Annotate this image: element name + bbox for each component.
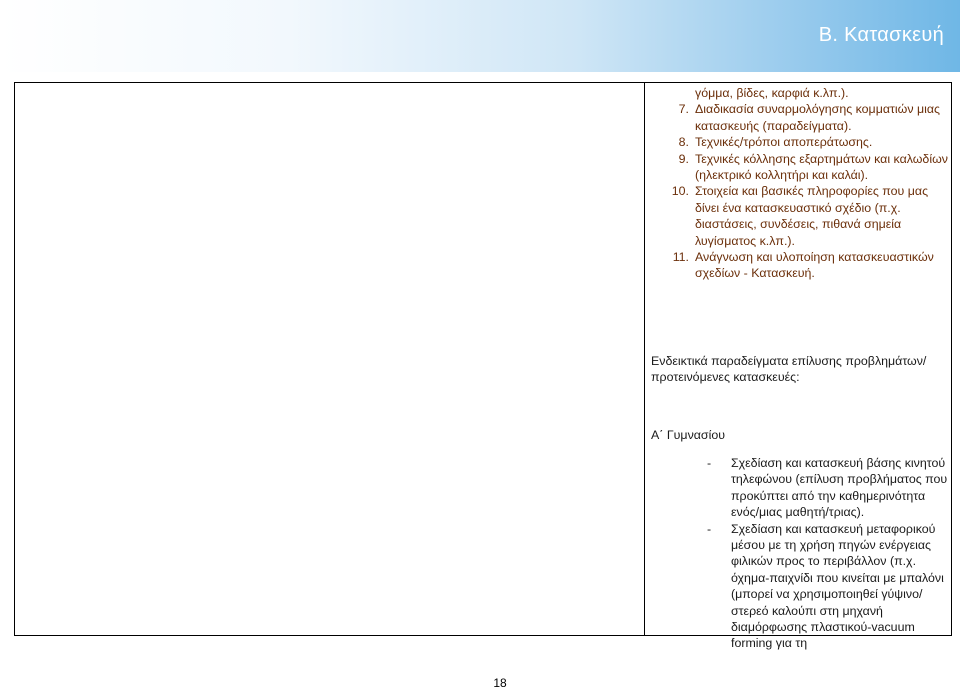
list-item-text: Στοιχεία και βασικές πληροφορίες που μας δίνει ένα κατασκευαστικό σχέδιο (π.χ. διαστάσεις, συνδέσεις, πιθανά σημεία λυγίσματος κ.λπ.). [695, 184, 929, 248]
page-number: 18 [493, 676, 507, 690]
numbered-list [651, 101, 951, 281]
list-item [651, 183, 951, 249]
example-text: Σχεδίαση και κατασκευή μεταφορικού μέσου με τη χρήση πηγών ενέργειας φιλικών προς το περιβάλλον (π.χ. όχημα-παιχνίδι που κινείται με μπαλόνι (μπορεί να χρησιμοποιηθεί γύψινο/στερεό καλούπι στη μηχανή διαμόρφωσης πλαστικού-vacuum forming για τη [731, 521, 944, 651]
list-item-number: 9. [678, 151, 689, 166]
section-title: Β. Κατασκευή [818, 24, 944, 46]
example-bullet: - [707, 456, 712, 470]
list-item-text: Τεχνικές κόλλησης εξαρτημάτων και καλωδίων (ηλεκτρικό κολλητήρι και καλάι). [695, 151, 948, 183]
content-right-column [651, 83, 951, 651]
list-item-number: 8. [678, 135, 689, 150]
list-item-number: 7. [678, 102, 689, 117]
example-bullet: - [707, 521, 712, 536]
column-divider [644, 83, 645, 635]
list-item [651, 249, 951, 282]
list-item-number: 10. [671, 184, 689, 199]
list-continuation-text: γόμμα, βίδες, καρφιά κ.λπ.). [695, 86, 849, 100]
content-table [14, 82, 952, 651]
list-item-number: 11. [672, 250, 689, 265]
example-item [651, 455, 951, 521]
grade-heading: Α΄ Γυμνασίου [651, 428, 725, 442]
example-item [651, 521, 951, 652]
header-banner [0, 0, 960, 72]
examples-list [651, 455, 951, 652]
list-item [651, 101, 951, 134]
list-item-text: Τεχνικές/τρόποι αποπεράτωσης. [695, 135, 873, 150]
list-item [651, 134, 951, 150]
list-item [651, 151, 951, 184]
example-text: Σχεδίαση και κατασκευή βάσης κινητού τηλεφώνου (επίλυση προβλήματος που προκύπτει από την καθημερινότητα ενός/μιας μαθητή/τριας). [731, 456, 948, 520]
list-item-text: Ανάγνωση και υλοποίηση κατασκευαστικών σχεδίων - Κατασκευή. [695, 250, 934, 281]
list-item-text: Διαδικασία συναρμολόγησης κομματιών μιας κατασκευής (παραδείγματα). [695, 102, 940, 133]
examples-heading: Ενδεικτικά παραδείγματα επίλυσης προβλημάτων/ προτεινόμενες κατασκευές: [651, 354, 927, 385]
